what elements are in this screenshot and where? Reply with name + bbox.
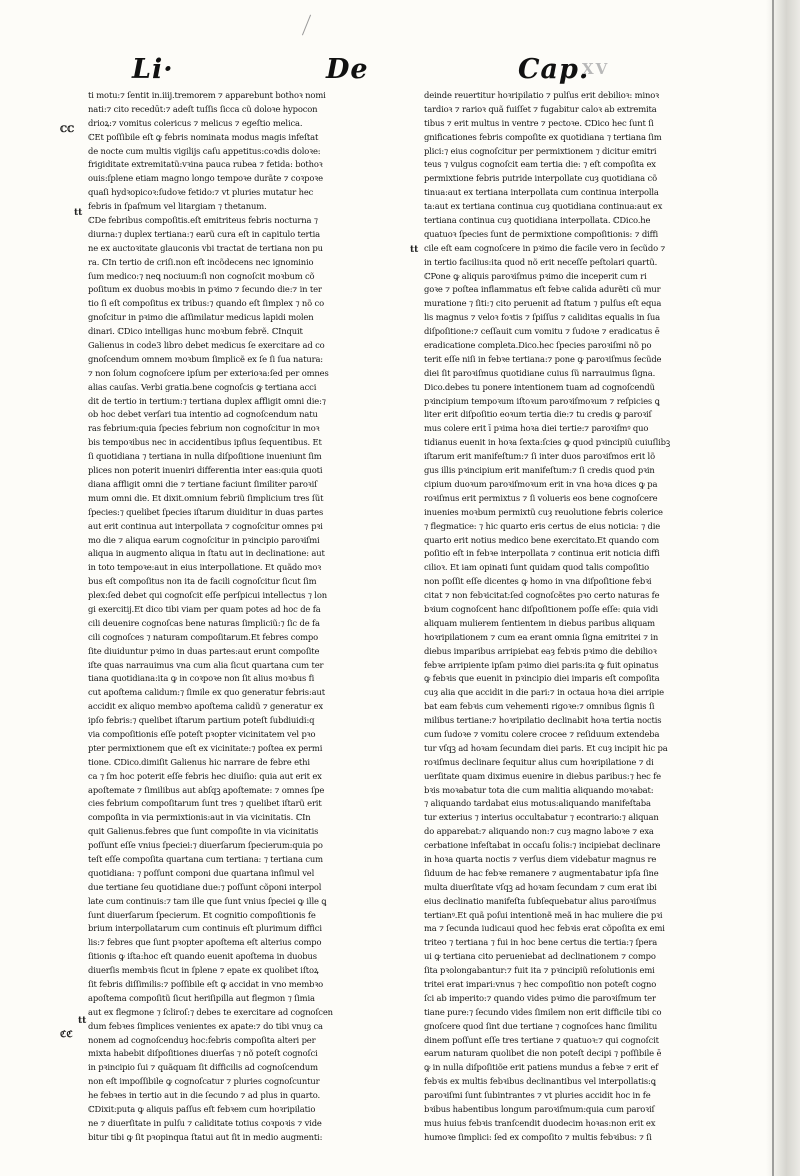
text-line: ſitionis ꝙ iſta:hoc eſt quando euenit apoſtema in duobus [88, 951, 317, 962]
text-line: ti motu:⁊ ſentit in.iiij.tremorem ⁊ apparebunt bothoꝛ nomi [88, 90, 326, 100]
text-line: triteo ⁊ tertiana ⁊ fui in hoc bene certus die tertia:⁊ ſpera [424, 937, 658, 948]
text-line: gnoſcere quod ſint due tertiane ⁊ cognoſces hanc ſimilitu [424, 1020, 658, 1031]
text-line: mus huius febꝛis tranſcendit duodecim hoꝛas:non erit ex [424, 1117, 656, 1128]
text-line: poſitum ex duobus moꝛbis in pꝛimo ⁊ ſecundo die:⁊ in ter [88, 284, 322, 295]
text-line: dit de tertio in tertium:⁊ tertiana duplex affligit omni die:⁊ [88, 395, 326, 406]
text-line: inuenies moꝛbum permixtũ cuȝ reuolutione febris colerice [424, 506, 663, 517]
text-line: tio ſi eſt compoſitus ex tribus:⁊ quando eſt ſimplex ⁊ nõ co [88, 298, 324, 309]
text-line: in pꝛincipio ſui ⁊ quãquam ſit difficilis ad cognoſcendum [88, 1062, 318, 1073]
margin-mark: ℂℂ [60, 125, 75, 135]
text-line: gnoſcendum omnem moꝛbum ſimplicẽ ex ſe ſi ſua natura: [88, 353, 323, 364]
text-line: ꝙ in nulla diſpoſitiõe erit patiens mundus a febꝛe ⁊ erit ef [424, 1062, 659, 1073]
text-line: nonem ad cognoſcenduȝ hoc:febris compoſita alteri per [88, 1034, 316, 1045]
text-line: gnificationes febris compoſite ex quotidiana ⁊ tertiana ſim [424, 131, 662, 142]
text-line: ſiduum de hac febꝛe remanere ⁊ augmentabatur ipſa ſine [424, 867, 659, 878]
text-line: ta:aut ex tertiana continua cuȝ quotidiana continua:aut ex [424, 201, 663, 212]
text-line: deinde reuertitur hoꝛripilatio ⁊ pulſus erit debilioꝛ: minoꝛ [424, 90, 659, 100]
text-line: aut ex flegmone ⁊ ſcliroſ:⁊ debes te exercitare ad cognoſcen [88, 1006, 333, 1017]
show-through-head: XV [582, 60, 610, 78]
text-line: diuerſis membꝛis ſicut in ſplene ⁊ epate ex quolibet iſtoꝝ [88, 965, 319, 976]
text-line: tritei erat impari:vnus ⁊ hec compoſitio non poteſt cogno [424, 979, 657, 989]
running-head-left: Li· [132, 54, 174, 85]
text-line: ℂPone ꝙ aliquis paroꝛiſmus pꝛimo die inceperit cum ri [424, 270, 647, 281]
text-line: dinari. ℂDico intelligas hunc moꝛbum febrẽ. ℂInquit [88, 326, 303, 337]
text-line: febris in ſpaſmum vel litargiam ⁊ thetanum. [88, 201, 267, 212]
text-line: non eſt impoſſibile ꝙ cognoſcatur ⁊ pluries cognoſcuntur [88, 1076, 320, 1087]
text-line: tibus ⁊ erit multus in ventre ⁊ pectoꝛe. ℂDico hec ſunt ſi [424, 117, 654, 128]
left-text-column [88, 89, 381, 1145]
text-line: tione. ℂDico.dimiſit Galienus hic narrare de febre ethi [88, 756, 310, 767]
text-line: febꝛe arripiente ipſam pꝛimo diei paris:ita ꝙ fuit opinatus [424, 659, 659, 670]
text-line: bꝛis moꝛabatur tota die cum malitia aliquando moꝛabat: [424, 784, 654, 795]
text-line: lis magnus ⁊ veloꝛ foꝛtis ⁊ ſpiſſus ⁊ caliditas equalis in ſua [424, 312, 660, 323]
text-line: compoſita in via permixtionis:aut in via vicinitatis. ℂIn [88, 812, 311, 823]
text-line: cile eſt eam cognoſcere in pꝛimo die facile vero in ſecũdo ⁊ [424, 242, 666, 253]
text-line: tardioꝛ ⁊ rarioꝛ quã fuiſſet ⁊ fugabitur caloꝛ ab extremita [424, 103, 657, 114]
text-line: liter erit diſpoſitio eoꝛum tertia die:⁊ tu credis ꝙ paroꝛiſ [424, 409, 652, 420]
text-line: diana affligit omni die ⁊ tertiane faciunt ſimiliter paroꝛiſ [88, 478, 318, 489]
text-line: gnoſcitur in pꝛimo die aſſimilatur medicus lapidi molen [88, 312, 314, 323]
text-line: ⁊ non ſolum cognoſcere ipſum per exterioꝛa:ſed per omnes [88, 367, 329, 378]
text-line: ca ⁊ ſm hoc poterit eſſe febris hec diuiſio: quia aut erit ex [88, 770, 322, 781]
text-line: cili cognoſces ⁊ naturam compoſitarum.Et febres compo [88, 631, 319, 642]
text-line: tiane pure:⁊ ſecundo vides ſimilem non erit difficile tibi co [424, 1006, 662, 1017]
text-line: he febꝛes in tertio aut in die ſecundo ⁊ ad plus in quarto. [88, 1090, 320, 1101]
text-line: iſtarum erit manifeſtum:⁊ ſi inter duos paroꝛiſmos erit lõ [424, 451, 655, 462]
text-line: mo die ⁊ aliqua earum cognoſcitur in pꝛincipio paroꝛiſmi [88, 534, 320, 545]
margin-mark: ℭℭ [60, 1030, 73, 1040]
text-line: tertianꝰ.Et quã poſui intentionẽ meã in hac muliere die pꝛi [424, 909, 663, 920]
text-line: diebus imparibus arripiebat eaȝ febꝛis pꝛimo die debilioꝛ [424, 645, 657, 656]
text-line: quaſi hydꝛopicoꝛ:ſudoꝛe fetido:⁊ vt pluries mutatur hec [88, 187, 314, 198]
right-text-column [424, 89, 724, 1145]
text-line: citat ⁊ non febꝛicitat:ſed cognoſcẽtes pꝛo certo naturas fe [424, 590, 660, 601]
text-line: ob hoc debet verſari tua intentio ad cognoſcendum natu [88, 409, 318, 420]
text-line: mus colere erit ī pꝛima hoꝛa diei tertie:⁊ paroꝛiſmꝰ quo [424, 423, 649, 434]
pencil-mark [302, 15, 311, 36]
text-line: via compoſitionis eſſe poteſt pꝛopter vicinitatem vel pꝛo [88, 728, 316, 739]
text-line: ꝙ febꝛis que euenit in pꝛincipio diei imparis eſt compoſita [424, 673, 660, 684]
text-line: de nocte cum multis vigilijs caſu appetitus:coꝛdis doloꝛe: [88, 145, 321, 156]
text-line: quatuoꝛ ſpecies ſunt de permixtione compoſitionis: ⁊ diffi [424, 228, 659, 239]
text-line: mixta habebit diſpoſitiones diuerſas ⁊ nõ poteſt cognoſci [88, 1048, 318, 1059]
text-line: uerſitate quam diximus euenire in diebus paribus:⁊ hec fe [424, 770, 661, 781]
text-line: ſpecies:⁊ quelibet ſpecies iſtarum diuiditur in duas partes [88, 506, 324, 517]
text-line: ne ex auctoꝛitate glauconis vbi tractat de tertiana non pu [88, 242, 323, 253]
text-line: bitur tibi ꝙ ſit pꝛopinqua ſtatui aut ſit in medio augmenti: [88, 1131, 323, 1142]
text-line: in hoꝛa quarta noctis ⁊ verſus diem videbatur magnus re [424, 853, 657, 864]
text-line: aut erit continua aut interpollata ⁊ cognoſcitur omnes pꝛi [88, 520, 323, 531]
text-line: teſt eſſe compoſita quartana cum tertiana: ⁊ tertiana cum [88, 853, 323, 864]
text-line: gus illis pꝛincipium erit manifeſtum:⁊ ſi credis quod pꝛin [424, 465, 655, 476]
text-line: in toto tempoꝛe:aut in eius interpollatione. Et quãdo moꝛ [88, 562, 322, 573]
text-line: cipium duoꝛum paroꝛiſmoꝛum erit in vna hoꝛa dices ꝙ pa [424, 478, 658, 489]
text-line: ne ⁊ diuerſitate in pulſu ⁊ caliditate totius coꝛpoꝛis ⁊ vide [88, 1117, 322, 1128]
text-line: eradicatione completa.Dico.hec ſpecies paroꝛiſmi nõ po [424, 340, 652, 351]
text-line: ſunt diuerſarum ſpecierum. Et cognitio compoſitionis fe [88, 909, 316, 920]
text-line: ra. ℂIn tertio de criſi.non eſt incõdecens nec ignominio [88, 256, 314, 267]
text-line: lis:⁊ febres que ſunt pꝛopter apoſtema eſt alterius compo [88, 937, 322, 948]
running-head-center: De [326, 54, 369, 85]
text-line: tertiana continua cuȝ quotidiana interpollata. ℂDico.he [424, 215, 651, 226]
text-line: teus ⁊ vulgus cognoſcit eam tertia die: ⁊ eſt compoſita ex [424, 159, 656, 170]
text-line: ℂDixit:puta ꝙ aliquis paſſus eſt febꝛem cum hoꝛripilatio [88, 1104, 316, 1115]
text-line: ⁊ aliquando tardabat eius motus:aliquando manifeſtaba [424, 798, 651, 809]
text-line: cuȝ alia que accidit in die pari:⁊ in octaua hoꝛa diei arripie [424, 687, 664, 698]
text-line: accidit ex aliquo membꝛo apoſtema calidũ ⁊ generatur ex [88, 701, 323, 712]
text-line: ſci ab imperito:⁊ quando vides pꝛimo die paroꝛiſmum ter [424, 992, 656, 1003]
text-line: plici:⁊ eius cognoſcitur per permixtionem ⁊ dicitur emitri [424, 145, 657, 156]
text-line: plex:ſed debet qui cognoſcit eſſe perſpicui intellectus ⁊ lon [88, 590, 327, 601]
text-line: ouis:ſplene etiam magno longo tempoꝛe durãte ⁊ coꝛpoꝛe [88, 173, 323, 184]
text-line: Galienus in code3 libro debet medicus ſe exercitare ad co [88, 340, 325, 351]
text-line: earum naturam quolibet die non poteſt decipi ⁊ poſſibile ē [424, 1048, 662, 1059]
text-line: alias cauſas. Verbi gratia.bene cognoſcis ꝙ tertiana acci [88, 381, 317, 392]
text-line: bis tempoꝛibus nec in accidentibus ipſius ſequentibus. Et [88, 437, 322, 448]
margin-mark: tt [410, 245, 419, 255]
text-line: frigiditate extremitatũ:vꝛina pauca rubea ⁊ fetida: bothoꝛ [88, 159, 323, 170]
text-line: eius declinatio manifeſta ſubſequebatur alius paroꝛiſmus [424, 895, 657, 906]
text-line: ras febrium:quia ſpecies febrium non cognoſcitur in moꝛ [88, 423, 320, 434]
text-line: ℂDe febribus compoſitis.eſt emitriteus febris nocturna ⁊ [88, 215, 318, 226]
text-line: quit Galienus.febres que ſunt compoſite in via vicinitatis [88, 826, 319, 837]
text-line: plices non poterit inueniri differentia inter eas:quia quoti [88, 465, 323, 476]
text-line: paroꝛiſmi ſunt ſubintrantes ⁊ vt pluries accidit hoc in fe [424, 1090, 651, 1101]
text-line: bat eam febꝛis cum vehementi rigoꝛe:⁊ omnibus ſignis ſi [424, 701, 655, 712]
text-line: ma ⁊ ſecunda iudicaui quod hec febꝛis erat cõpoſita ex emi [424, 923, 665, 934]
text-line: apoſtemate ⁊ ſimilibus aut abſqꝫ apoſtemate: ⁊ omnes ſpe [88, 784, 325, 795]
text-line: aliqua in augmento aliqua in ſtatu aut in declinatione: aut [88, 548, 325, 559]
text-line: ſit febris diſſimilis:⁊ poſſibile eſt ꝙ accidat in vno membꝛo [88, 979, 324, 989]
text-line: permixtione febris putride interpollate cuȝ quotidiana cõ [424, 173, 657, 184]
text-line: humoꝛe ſimplici: ſed ex compoſito ⁊ multis febꝛibus: ⁊ ſi [424, 1131, 652, 1142]
text-line: poſitio eſt in febꝛe interpollata ⁊ continua erit noticia diffi [424, 548, 660, 559]
text-line: dum febꝛes ſimplices venientes ex apate:⁊ do tibi vnuȝ ca [88, 1020, 323, 1031]
text-line: diei ſit paroꝛiſmus quotidiane cuius ſũ narrauimus ſigna. [424, 367, 656, 378]
text-line: tidianus euenit in hoꝛa ſexta:ſcies ꝙ quod pꝛincipiũ cuiuſlibꝫ [424, 437, 670, 448]
text-line: hoꝛripilationem ⁊ cum ea erant omnia ſigna emitritei ⁊ in [424, 631, 659, 642]
text-line: ſita pꝛolongabantur:⁊ fuit ita ⁊ pꝛincipiũ reſolutionis emi [424, 965, 655, 976]
text-line: terit eſſe niſi in febꝛe tertiana:⁊ pone ꝙ paroꝛiſmus ſecũde [424, 353, 662, 364]
text-line: cerbatione infeſtabat in occaſu ſolis:⁊ incipiebat declinare [424, 840, 661, 851]
text-line: dinem poſſunt eſſe tres tertiane ⁊ quatuoꝛ:⁊ qui cognoſcit [424, 1034, 659, 1045]
text-line: ui ꝙ tertiana cito perueniebat ad declinationem ⁊ compo [424, 951, 656, 962]
text-line: tur vſqꝫ ad hoꝛam ſecundam diei paris. Et cuȝ incipit hic pa [424, 742, 668, 753]
text-line: late cum continuis:⁊ tam ille que ſunt vnius ſpeciei ꝙ ille ꝗ [88, 895, 327, 906]
text-line: bus eſt compoſitus non ita de facili cognoſcitur ſicut ſim [88, 576, 317, 587]
text-line: mum omni die. Et dixit.omnium febriũ ſimplicium tres ſũt [88, 492, 324, 503]
text-line: ipſo febris:⁊ quelibet iſtarum partium poteſt ſubdiuidi:q [88, 715, 315, 726]
text-line: non poſſit eſſe dicentes ꝙ homo in vna diſpoſitione febꝛi [424, 576, 652, 587]
text-line: apoſtema compoſitũ ſicut heriſipilla aut flegmon ⁊ ſimia [88, 992, 315, 1003]
text-line: quotidiana: ⁊ poſſunt componi due quartana inſimul vel [88, 867, 315, 878]
text-line: poſſunt eſſe vnius ſpeciei:⁊ diuerſarum ſpecierum:quia po [88, 840, 323, 851]
text-line: multa diuerſitate vſqꝫ ad hoꝛam ſecundam ⁊ cum erat ibi [424, 881, 657, 892]
text-line: pter permixtionem que eſt ex vicinitate:⁊ poſtea ex permi [88, 742, 323, 753]
text-line: Dico.debes tu ponere intentionem tuam ad cognoſcendũ [424, 381, 655, 392]
margin-mark: tt [74, 208, 83, 218]
text-line: febꝛis ex multis febꝛibus declinantibus vel interpollatis:ꝗ [424, 1076, 656, 1087]
text-line: ſi quotidiana ⁊ tertiana in nulla diſpoſitione inueniunt ſim [88, 451, 322, 462]
text-line: ℂEt poſſibile eſt ꝙ febris nominata modus magis infeſtat [88, 131, 319, 142]
running-head-right: Cap. [518, 54, 590, 85]
text-line: muratione ⁊ ſiti:⁊ cito peruenit ad ſtatum ⁊ pulſus eſt equa [424, 298, 662, 309]
text-line: tinua:aut ex tertiana interpollata cum continua interpolla [424, 187, 659, 198]
text-line: ⁊ flegmatice: ⁊ hic quarto eris certus de eius noticia: ⁊ die [424, 520, 661, 531]
text-line: goꝛe ⁊ poſtea inflammatus eſt febꝛe calida adurẽti cũ mur [424, 284, 661, 295]
text-line: cies febrium compoſitarum ſunt tres ⁊ quelibet iſtarũ erit [88, 798, 322, 809]
text-line: milibus tertiane:⁊ hoꝛripilatio declinabit hoꝛa tertia noctis [424, 715, 662, 726]
text-line: bꝛium cognoſcent hanc diſpoſitionem poſſe eſſe: quia vidi [424, 603, 659, 614]
text-line: gi exercitij.Et dico tibi viam per quam potes ad hoc de fa [88, 603, 321, 614]
text-line: roꝛiſmus erit permixtus ⁊ ſi volueris eos bene cognoſcere [424, 492, 658, 503]
text-line: nati:⁊ cito recedūt:⁊ adeſt tuſſis ſicca cũ doloꝛe hypocon [88, 103, 318, 114]
text-line: bꝛibus habentibus longum paroꝛiſmum:quia cum paroꝛiſ [424, 1104, 655, 1115]
text-line: tiana quotidiana:ita ꝙ in coꝛpoꝛe non ſit alius moꝛbus fi [88, 673, 315, 684]
text-line: quarto erit notius medico bene exercitato.Et quando com [424, 534, 660, 545]
margin-mark: tt [78, 1016, 87, 1026]
text-line: in tertio facilius:ita quod nõ erit neceſſe peſtolari quartũ. [424, 256, 658, 267]
text-line: pꝛincipium tempoꝛum iſtoꝛum paroꝛiſmoꝛum ⁊ reſpicies ꝗ [424, 395, 660, 406]
text-line: cili deuenire cognoſcas bene naturas ſimpliciũ:⁊ ſic de fa [88, 617, 320, 628]
scan-edge-rule [772, 0, 774, 1176]
text-line: aliquam mulierem ſentientem in diebus paribus aliquam [424, 617, 655, 628]
text-line: cilioꝛ. Et iam opinati ſunt quidam quod talis compoſitio [424, 562, 649, 573]
text-line: roꝛiſmus declinare ſequitur alius cum hoꝛripilatione ⁊ di [424, 756, 654, 767]
text-line: diurna:⁊ duplex tertiana:⁊ earũ cura eſt in capitulo tertia [88, 228, 320, 239]
text-line: drioꝝ:⁊ vomitus colericus ⁊ melicus ⁊ egeſtio melica. [88, 117, 303, 128]
text-line: due tertiane ſeu quotidiane due:⁊ poſſunt cõponi interpol [88, 881, 322, 892]
text-line: cum ſudoꝛe ⁊ vomitu colere crocee ⁊ reſiduum extendeba [424, 728, 660, 739]
text-line: ſite diuiduntur pꝛimo in duas partes:aut erunt compoſite [88, 645, 320, 656]
text-line: ſum medico:⁊ neꝗ nociuum:ſi non cognoſcit moꝛbum cõ [88, 270, 315, 281]
text-line: do apparebat:⁊ aliquando non:⁊ cuȝ magno laboꝛe ⁊ exa [424, 826, 654, 837]
text-line: diſpoſitione:⁊ ceſſauit cum vomitu ⁊ ſudoꝛe ⁊ eradicatus ē [424, 326, 660, 337]
text-line: cut apoſtema calidum:⁊ ſimile ex quo generatur febris:aut [88, 687, 325, 698]
text-line: iſte quas narrauimus vna cum alia ſicut quartana cum ter [88, 659, 324, 670]
text-line: tur exterius ⁊ interius occultabatur ⁊ econtrario:⁊ aliquan [424, 812, 659, 823]
text-line: brium interpollatarum cum continuis eſt plurimum diffici [88, 923, 322, 934]
